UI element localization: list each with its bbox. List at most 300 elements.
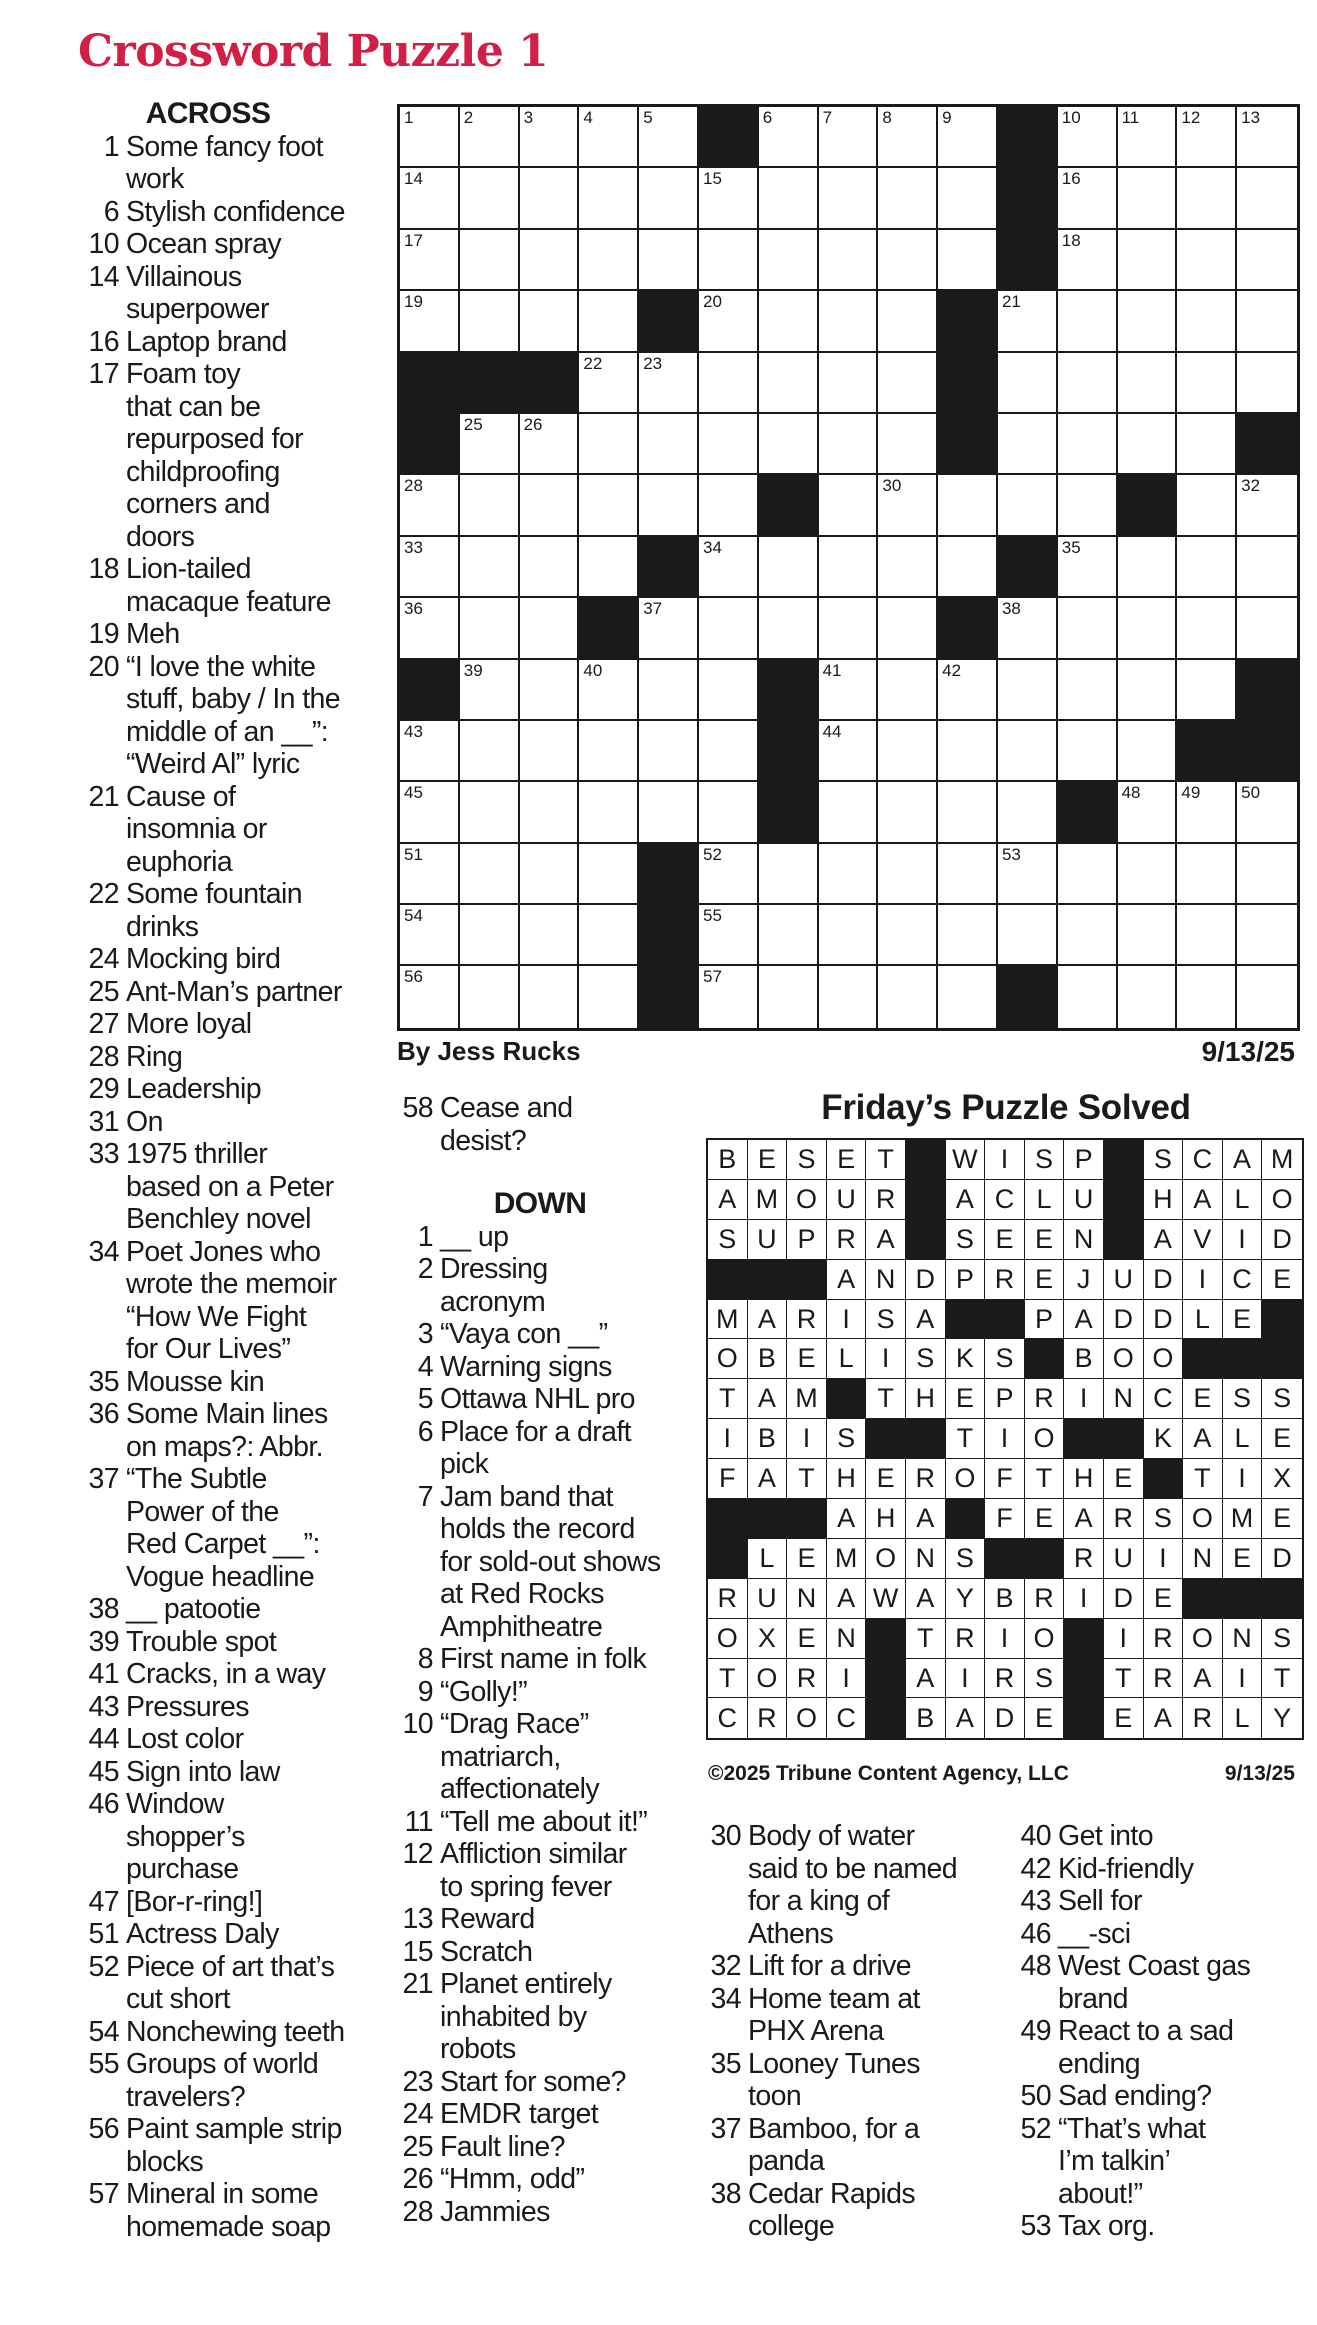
grid-cell[interactable] xyxy=(579,414,639,475)
grid-cell[interactable] xyxy=(759,966,819,1027)
clue-text xyxy=(1058,2113,1310,2211)
grid-cell[interactable] xyxy=(998,782,1058,843)
black-square xyxy=(699,107,759,168)
grid-cell[interactable] xyxy=(819,107,879,168)
solution-cell: S xyxy=(1262,1619,1302,1659)
grid-cell[interactable] xyxy=(1237,905,1297,966)
grid-cell[interactable] xyxy=(460,475,520,536)
grid-cell[interactable] xyxy=(1118,598,1178,659)
grid-cell[interactable] xyxy=(400,168,460,229)
grid-cell[interactable] xyxy=(520,537,580,598)
grid-cell[interactable] xyxy=(1058,168,1118,229)
grid-cell[interactable] xyxy=(520,168,580,229)
grid-cell[interactable] xyxy=(938,966,998,1027)
clue-line: Cease and xyxy=(440,1092,573,1124)
cell-number: 22 xyxy=(583,353,603,373)
grid-cell[interactable] xyxy=(579,475,639,536)
grid-cell[interactable] xyxy=(878,782,938,843)
grid-cell[interactable] xyxy=(1177,844,1237,905)
grid-cell[interactable] xyxy=(520,291,580,352)
solution-cell: L xyxy=(827,1339,867,1379)
grid-cell[interactable] xyxy=(998,660,1058,721)
grid-cell[interactable] xyxy=(520,598,580,659)
grid-cell[interactable] xyxy=(460,844,520,905)
cell-number: 41 xyxy=(822,660,842,680)
clue-line: Vogue headline xyxy=(126,1560,315,1593)
grid-cell[interactable] xyxy=(1118,414,1178,475)
grid-cell[interactable] xyxy=(639,107,699,168)
grid-cell[interactable] xyxy=(878,168,938,229)
clue-item xyxy=(78,1041,378,1074)
cell-number: 3 xyxy=(523,108,534,127)
clue-line: Dressing xyxy=(440,1253,548,1285)
clue-line: Kid-friendly xyxy=(1058,1852,1194,1885)
grid-cell[interactable] xyxy=(938,905,998,966)
grid-cell[interactable] xyxy=(579,721,639,782)
clue-line: Some fountain xyxy=(126,878,302,910)
clue-text xyxy=(440,2131,685,2164)
clue-text xyxy=(126,358,378,553)
solution-cell: I xyxy=(1223,1220,1263,1260)
clue-item xyxy=(78,1463,378,1593)
grid-cell[interactable] xyxy=(998,598,1058,659)
grid-cell[interactable] xyxy=(759,414,819,475)
grid-cell[interactable] xyxy=(1058,475,1118,536)
black-square xyxy=(400,660,460,721)
grid-cell[interactable] xyxy=(1177,598,1237,659)
solution-cell: R xyxy=(985,1260,1025,1300)
grid-cell[interactable] xyxy=(878,721,938,782)
clue-line: PHX Arena xyxy=(748,2015,884,2047)
grid-cell[interactable] xyxy=(938,844,998,905)
clue-text xyxy=(126,1626,378,1659)
clue-number: 57 xyxy=(88,2178,119,2210)
grid-cell[interactable] xyxy=(699,660,759,721)
grid-cell[interactable] xyxy=(1237,537,1297,598)
grid-cell[interactable] xyxy=(1237,230,1297,291)
grid-cell[interactable] xyxy=(878,475,938,536)
grid-cell[interactable] xyxy=(1237,107,1297,168)
grid-cell[interactable] xyxy=(400,291,460,352)
grid-cell[interactable] xyxy=(759,230,819,291)
grid-cell[interactable] xyxy=(1058,905,1118,966)
grid-cell[interactable] xyxy=(579,966,639,1027)
clue-number: 28 xyxy=(88,1040,119,1073)
grid-cell[interactable] xyxy=(759,537,819,598)
grid-cell[interactable] xyxy=(579,291,639,352)
solution-cell: P xyxy=(985,1379,1025,1419)
grid-cell[interactable] xyxy=(878,844,938,905)
grid-cell[interactable] xyxy=(1058,598,1118,659)
copyright: ©2025 Tribune Content Agency, LLC xyxy=(708,1762,1069,1785)
grid-cell[interactable] xyxy=(998,721,1058,782)
grid-cell[interactable] xyxy=(998,475,1058,536)
solution-cell: M xyxy=(787,1379,827,1419)
grid-cell[interactable] xyxy=(1058,414,1118,475)
clue-number: 37 xyxy=(88,1463,119,1495)
clue-text xyxy=(126,2048,378,2113)
grid-cell[interactable] xyxy=(520,905,580,966)
clue-number: 35 xyxy=(710,2047,741,2080)
grid-cell[interactable] xyxy=(520,230,580,291)
clue-item xyxy=(395,1643,685,1676)
grid-cell[interactable] xyxy=(460,660,520,721)
clue-item xyxy=(700,2178,1000,2243)
clue-item xyxy=(395,1351,685,1384)
grid-cell[interactable] xyxy=(460,782,520,843)
clue-item xyxy=(78,943,378,976)
grid-cell[interactable] xyxy=(699,721,759,782)
clue-line: brand xyxy=(1058,1982,1128,2015)
grid-cell[interactable] xyxy=(460,414,520,475)
grid-cell[interactable] xyxy=(1058,353,1118,414)
grid-cell[interactable] xyxy=(759,291,819,352)
grid-cell[interactable] xyxy=(819,844,879,905)
grid-cell[interactable] xyxy=(1177,905,1237,966)
clue-line: Tax org. xyxy=(1058,2210,1155,2242)
clue-text xyxy=(440,1643,685,1676)
grid-cell[interactable] xyxy=(579,168,639,229)
grid-cell[interactable] xyxy=(759,168,819,229)
clue-line: Villainous xyxy=(126,260,242,293)
grid-cell[interactable] xyxy=(878,966,938,1027)
grid-cell[interactable] xyxy=(819,905,879,966)
grid-cell[interactable] xyxy=(699,537,759,598)
solution-cell: E xyxy=(787,1539,827,1579)
clue-item xyxy=(395,1676,685,1709)
clue-line: Place for a draft xyxy=(440,1415,631,1448)
clue-text xyxy=(1058,2080,1310,2113)
grid-cell[interactable] xyxy=(1237,168,1297,229)
grid-cell[interactable] xyxy=(460,168,520,229)
grid-cell[interactable] xyxy=(400,966,460,1027)
grid-cell[interactable] xyxy=(878,905,938,966)
clue-line: repurposed for xyxy=(126,423,303,455)
cell-number: 54 xyxy=(404,906,423,926)
grid-cell[interactable] xyxy=(878,660,938,721)
grid-cell[interactable] xyxy=(639,782,699,843)
grid-cell[interactable] xyxy=(938,107,998,168)
grid-cell[interactable] xyxy=(699,782,759,843)
clue-line: inhabited by xyxy=(440,2000,587,2033)
grid-cell[interactable] xyxy=(579,905,639,966)
clue-item xyxy=(78,2048,378,2113)
clue-line: React to a sad xyxy=(1058,2015,1234,2047)
clue-text xyxy=(126,976,378,1009)
grid-cell[interactable] xyxy=(759,107,819,168)
grid-cell[interactable] xyxy=(998,414,1058,475)
grid-cell[interactable] xyxy=(460,291,520,352)
grid-cell[interactable] xyxy=(1118,844,1178,905)
grid-cell[interactable] xyxy=(819,537,879,598)
grid-cell[interactable] xyxy=(699,353,759,414)
grid-cell[interactable] xyxy=(1118,782,1178,843)
cell-number: 26 xyxy=(523,414,543,434)
grid-cell[interactable] xyxy=(819,966,879,1027)
grid-cell[interactable] xyxy=(1177,414,1237,475)
grid-cell[interactable] xyxy=(1237,782,1297,843)
grid-cell[interactable] xyxy=(639,414,699,475)
grid-cell[interactable] xyxy=(579,230,639,291)
clue-line: __-sci xyxy=(1058,1917,1131,1950)
grid-cell[interactable] xyxy=(819,230,879,291)
grid-cell[interactable] xyxy=(460,230,520,291)
solution-cell: I xyxy=(1064,1579,1104,1619)
grid-cell[interactable] xyxy=(938,782,998,843)
clue-item xyxy=(78,1626,378,1659)
grid-cell[interactable] xyxy=(1177,353,1237,414)
grid-cell[interactable] xyxy=(1058,230,1118,291)
grid-cell[interactable] xyxy=(759,598,819,659)
grid-cell[interactable] xyxy=(878,291,938,352)
grid-cell[interactable] xyxy=(699,168,759,229)
solution-cell: M xyxy=(827,1539,867,1579)
grid-cell[interactable] xyxy=(639,598,699,659)
clue-item xyxy=(395,1806,685,1839)
grid-cell[interactable] xyxy=(1177,537,1237,598)
solution-black-square xyxy=(748,1499,788,1539)
grid-cell[interactable] xyxy=(639,353,699,414)
grid-cell[interactable] xyxy=(938,660,998,721)
grid-cell[interactable] xyxy=(579,660,639,721)
clue-line: More loyal xyxy=(126,1008,252,1040)
grid-cell[interactable] xyxy=(1177,475,1237,536)
grid-cell[interactable] xyxy=(878,537,938,598)
solution-cell: I xyxy=(1223,1459,1263,1499)
grid-cell[interactable] xyxy=(400,230,460,291)
solution-black-square xyxy=(1262,1579,1302,1619)
grid-cell[interactable] xyxy=(1177,230,1237,291)
grid-cell[interactable] xyxy=(579,782,639,843)
grid-cell[interactable] xyxy=(699,230,759,291)
grid-cell[interactable] xyxy=(878,414,938,475)
grid-cell[interactable] xyxy=(400,782,460,843)
clue-number: 54 xyxy=(88,2015,119,2048)
clue-number: 48 xyxy=(1020,1950,1051,1982)
grid-cell[interactable] xyxy=(699,598,759,659)
black-square xyxy=(1237,660,1297,721)
grid-cell[interactable] xyxy=(460,721,520,782)
grid-cell[interactable] xyxy=(460,966,520,1027)
solution-cell: I xyxy=(787,1419,827,1459)
grid-cell[interactable] xyxy=(699,291,759,352)
clue-number: 19 xyxy=(88,618,119,650)
grid-cell[interactable] xyxy=(759,905,819,966)
grid-cell[interactable] xyxy=(400,844,460,905)
grid-cell[interactable] xyxy=(460,598,520,659)
grid-cell[interactable] xyxy=(819,353,879,414)
grid-cell[interactable] xyxy=(1058,844,1118,905)
grid-cell[interactable] xyxy=(1177,966,1237,1027)
grid-cell[interactable] xyxy=(998,291,1058,352)
grid-cell[interactable] xyxy=(819,660,879,721)
grid-cell[interactable] xyxy=(400,598,460,659)
grid-cell[interactable] xyxy=(1237,598,1297,659)
grid-cell[interactable] xyxy=(1058,107,1118,168)
grid-cell[interactable] xyxy=(400,107,460,168)
solution-cell: E xyxy=(1144,1579,1184,1619)
clue-line: cut short xyxy=(126,1983,230,2015)
grid-cell[interactable] xyxy=(998,353,1058,414)
grid-cell[interactable] xyxy=(1237,353,1297,414)
clue-line: Nonchewing teeth xyxy=(126,2015,345,2048)
grid-cell[interactable] xyxy=(938,168,998,229)
cell-number: 35 xyxy=(1061,537,1081,557)
grid-cell[interactable] xyxy=(1118,291,1178,352)
grid-cell[interactable] xyxy=(699,844,759,905)
clue-line: purchase xyxy=(126,1853,239,1885)
grid-cell[interactable] xyxy=(400,537,460,598)
grid-cell[interactable] xyxy=(520,721,580,782)
solution-black-square xyxy=(906,1419,946,1459)
grid-cell[interactable] xyxy=(1118,353,1178,414)
grid-cell[interactable] xyxy=(1058,966,1118,1027)
grid-cell[interactable] xyxy=(1118,230,1178,291)
grid-cell[interactable] xyxy=(1058,537,1118,598)
clue-line: Home team at xyxy=(748,1982,920,2015)
grid-cell[interactable] xyxy=(1177,782,1237,843)
grid-cell[interactable] xyxy=(1237,844,1297,905)
clue-line: shopper’s xyxy=(126,1820,245,1853)
solution-cell: I xyxy=(946,1659,986,1699)
grid-cell[interactable] xyxy=(1177,291,1237,352)
grid-cell[interactable] xyxy=(520,414,580,475)
across-clues-continued xyxy=(395,1092,685,1157)
grid-cell[interactable] xyxy=(819,475,879,536)
grid-cell[interactable] xyxy=(759,844,819,905)
grid-cell[interactable] xyxy=(579,107,639,168)
grid-cell[interactable] xyxy=(699,475,759,536)
grid-cell[interactable] xyxy=(1058,660,1118,721)
solution-black-square xyxy=(708,1499,748,1539)
grid-cell[interactable] xyxy=(579,537,639,598)
grid-cell[interactable] xyxy=(460,107,520,168)
grid-cell[interactable] xyxy=(460,905,520,966)
grid-cell[interactable] xyxy=(938,475,998,536)
grid-cell[interactable] xyxy=(819,414,879,475)
grid-cell[interactable] xyxy=(520,660,580,721)
grid-cell[interactable] xyxy=(579,353,639,414)
grid-cell[interactable] xyxy=(520,107,580,168)
grid-cell[interactable] xyxy=(1177,660,1237,721)
clue-line: Sign into law xyxy=(126,1755,280,1788)
grid-cell[interactable] xyxy=(520,475,580,536)
clue-number: 35 xyxy=(88,1365,119,1398)
clue-line: “Weird Al” lyric xyxy=(126,748,300,780)
grid-cell[interactable] xyxy=(520,782,580,843)
grid-cell[interactable] xyxy=(579,844,639,905)
clue-number: 18 xyxy=(88,553,119,585)
grid-cell[interactable] xyxy=(878,107,938,168)
grid-cell[interactable] xyxy=(878,230,938,291)
grid-cell[interactable] xyxy=(759,353,819,414)
solution-grid xyxy=(706,1138,1304,1740)
grid-cell[interactable] xyxy=(1118,168,1178,229)
grid-cell[interactable] xyxy=(699,966,759,1027)
grid-cell[interactable] xyxy=(460,537,520,598)
cell-number: 15 xyxy=(702,169,722,189)
clue-line: based on a Peter xyxy=(126,1170,334,1203)
grid-cell[interactable] xyxy=(998,905,1058,966)
cell-number: 40 xyxy=(583,660,603,680)
solution-cell: N xyxy=(787,1579,827,1619)
grid-cell[interactable] xyxy=(1118,966,1178,1027)
grid-cell[interactable] xyxy=(819,782,879,843)
clue-text xyxy=(126,1918,378,1951)
solution-cell: P xyxy=(787,1220,827,1260)
grid-cell[interactable] xyxy=(639,660,699,721)
black-square xyxy=(579,598,639,659)
grid-cell[interactable] xyxy=(1237,966,1297,1027)
grid-cell[interactable] xyxy=(1177,168,1237,229)
grid-cell[interactable] xyxy=(1118,721,1178,782)
solution-cell: S xyxy=(866,1300,906,1340)
grid-cell[interactable] xyxy=(878,353,938,414)
cell-number: 4 xyxy=(583,108,593,127)
grid-cell[interactable] xyxy=(1118,537,1178,598)
grid-cell[interactable] xyxy=(1118,905,1178,966)
cell-number: 53 xyxy=(1001,844,1021,864)
grid-cell[interactable] xyxy=(639,230,699,291)
grid-cell[interactable] xyxy=(520,844,580,905)
clue-number: 16 xyxy=(88,325,119,358)
grid-cell[interactable] xyxy=(699,905,759,966)
grid-cell[interactable] xyxy=(520,966,580,1027)
grid-cell[interactable] xyxy=(938,230,998,291)
grid-cell[interactable] xyxy=(400,475,460,536)
solution-cell: A xyxy=(906,1499,946,1539)
clue-number: 34 xyxy=(710,1982,741,2015)
clue-line: Some Main lines xyxy=(126,1398,328,1430)
grid-cell[interactable] xyxy=(1058,721,1118,782)
grid-cell[interactable] xyxy=(1118,107,1178,168)
clue-text xyxy=(440,1708,685,1806)
clue-line: superpower xyxy=(126,293,269,325)
grid-cell[interactable] xyxy=(878,598,938,659)
grid-cell[interactable] xyxy=(1237,475,1297,536)
clue-line: Paint sample strip xyxy=(126,2113,342,2145)
grid-cell[interactable] xyxy=(639,475,699,536)
clue-line: Laptop brand xyxy=(126,325,287,358)
clue-number: 22 xyxy=(88,878,119,910)
grid-cell[interactable] xyxy=(819,721,879,782)
clue-text xyxy=(126,1658,378,1691)
solution-cell: L xyxy=(1183,1300,1223,1340)
grid-cell[interactable] xyxy=(1177,107,1237,168)
grid-cell[interactable] xyxy=(639,721,699,782)
grid-cell[interactable] xyxy=(938,721,998,782)
grid-cell[interactable] xyxy=(998,844,1058,905)
grid-cell[interactable] xyxy=(1237,291,1297,352)
across-heading: ACROSS xyxy=(145,97,271,130)
grid-cell[interactable] xyxy=(699,414,759,475)
grid-cell[interactable] xyxy=(938,537,998,598)
clue-text xyxy=(126,943,378,976)
grid-cell[interactable] xyxy=(400,905,460,966)
grid-cell[interactable] xyxy=(400,721,460,782)
solution-cell: E xyxy=(787,1619,827,1659)
clue-text xyxy=(748,2178,1000,2243)
grid-cell[interactable] xyxy=(819,598,879,659)
across-continued-list xyxy=(395,1092,685,1157)
grid-cell[interactable] xyxy=(819,291,879,352)
solution-cell: S xyxy=(1144,1499,1184,1539)
grid-cell[interactable] xyxy=(1118,660,1178,721)
grid-cell[interactable] xyxy=(819,168,879,229)
grid-cell[interactable] xyxy=(639,168,699,229)
solution-black-square xyxy=(906,1220,946,1260)
grid-cell[interactable] xyxy=(1058,291,1118,352)
